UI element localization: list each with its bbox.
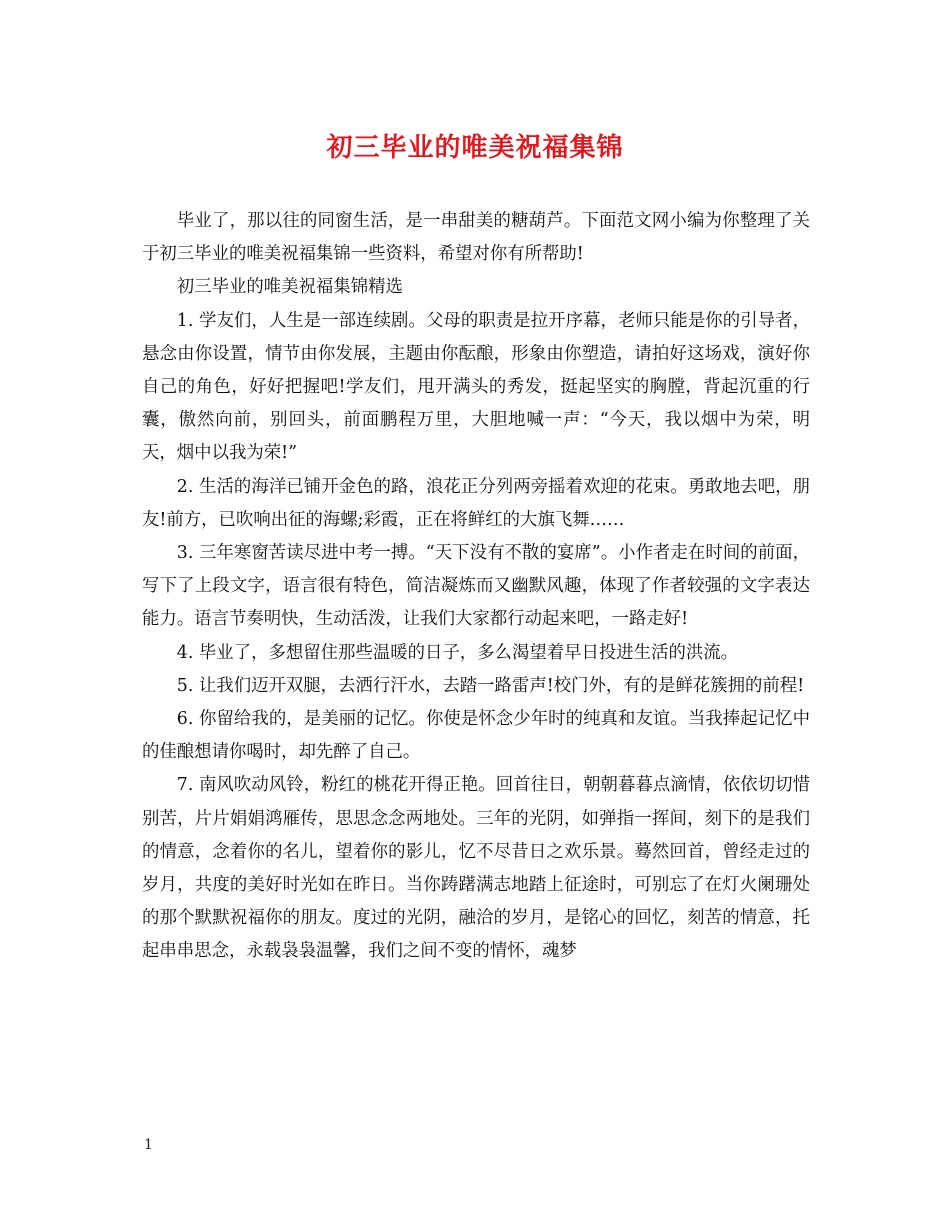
list-item-4: 4. 毕业了，多想留住那些温暖的日子，多么渴望着早日投进生活的洪流。 (176, 642, 739, 663)
page-title: 初三毕业的唯美祝福集锦 (326, 133, 624, 163)
list-item-6: 6. 你留给我的，是美丽的记忆。你使是怀念少年时的纯真和友谊。当我捧起记忆中的佳酿想请你喝时，却先醉了自己。 (142, 709, 810, 763)
page-number: 1 (144, 1137, 153, 1153)
section-heading: 初三毕业的唯美祝福集锦精选 (176, 277, 403, 298)
list-item-1: 1. 学友们，人生是一部连续剧。父母的职责是拉开序幕，老师只能是你的引导者，悬念由你设置，情节由你发展，主题由你酝酿，形象由你塑造，请拍好这场戏，演好你自己的角色，好好把握吧!学友们，甩开满头的秀发，挺起坚实的胸膛，背起沉重的行囊，傲然向前，别回头，前面鹏程万里，大胆地喊一声：“今天，我以烟中为荣，明天，烟中以我为荣!” (142, 310, 810, 464)
list-item-5: 5. 让我们迈开双腿，去洒行汗水，去踏一路雷声!校门外，有的是鲜花簇拥的前程! (176, 675, 805, 696)
list-item-2: 2. 生活的海洋已铺开金色的路，浪花正分列两旁摇着欢迎的花束。勇敢地去吧，朋友!前方，已吹响出征的海螺;彩霞，正在将鲜红的大旗飞舞…… (142, 476, 810, 530)
list-item-3: 3. 三年寒窗苦读尽进中考一搏。“天下没有不散的宴席”。小作者走在时间的前面，写下了上段文字，语言很有特色，简洁凝炼而又幽默风趣，体现了作者较强的文字表达能力。语言节奏明快，生动活泼，让我们大家都行动起来吧，一路走好! (142, 543, 810, 630)
list-item-7: 7. 南风吹动风铃，粉红的桃花开得正艳。回首往日，朝朝暮暮点滴情，依依切切惜别苦，片片娟娟鸿雁传，思思念念两地处。三年的光阴，如弹指一挥间，刻下的是我们的情意，念着你的名儿，望着你的影儿，忆不尽昔日之欢乐景。蓦然回首，曾经走过的岁月，共度的美好时光如在昨日。当你踌躇满志地踏上征途时，可别忘了在灯火阑珊处的那个默默祝福你的朋友。度过的光阴，融洽的岁月，是铭心的回忆，刻苦的情意，托起串串思念，永载袅袅温馨，我们之间不变的情怀，魂梦 (142, 775, 810, 962)
document-body (142, 205, 810, 969)
intro-paragraph: 毕业了，那以往的同窗生活，是一串甜美的糖葫芦。下面范文网小编为你整理了关于初三毕业的唯美祝福集锦一些资料，希望对你有所帮助! (142, 211, 810, 265)
